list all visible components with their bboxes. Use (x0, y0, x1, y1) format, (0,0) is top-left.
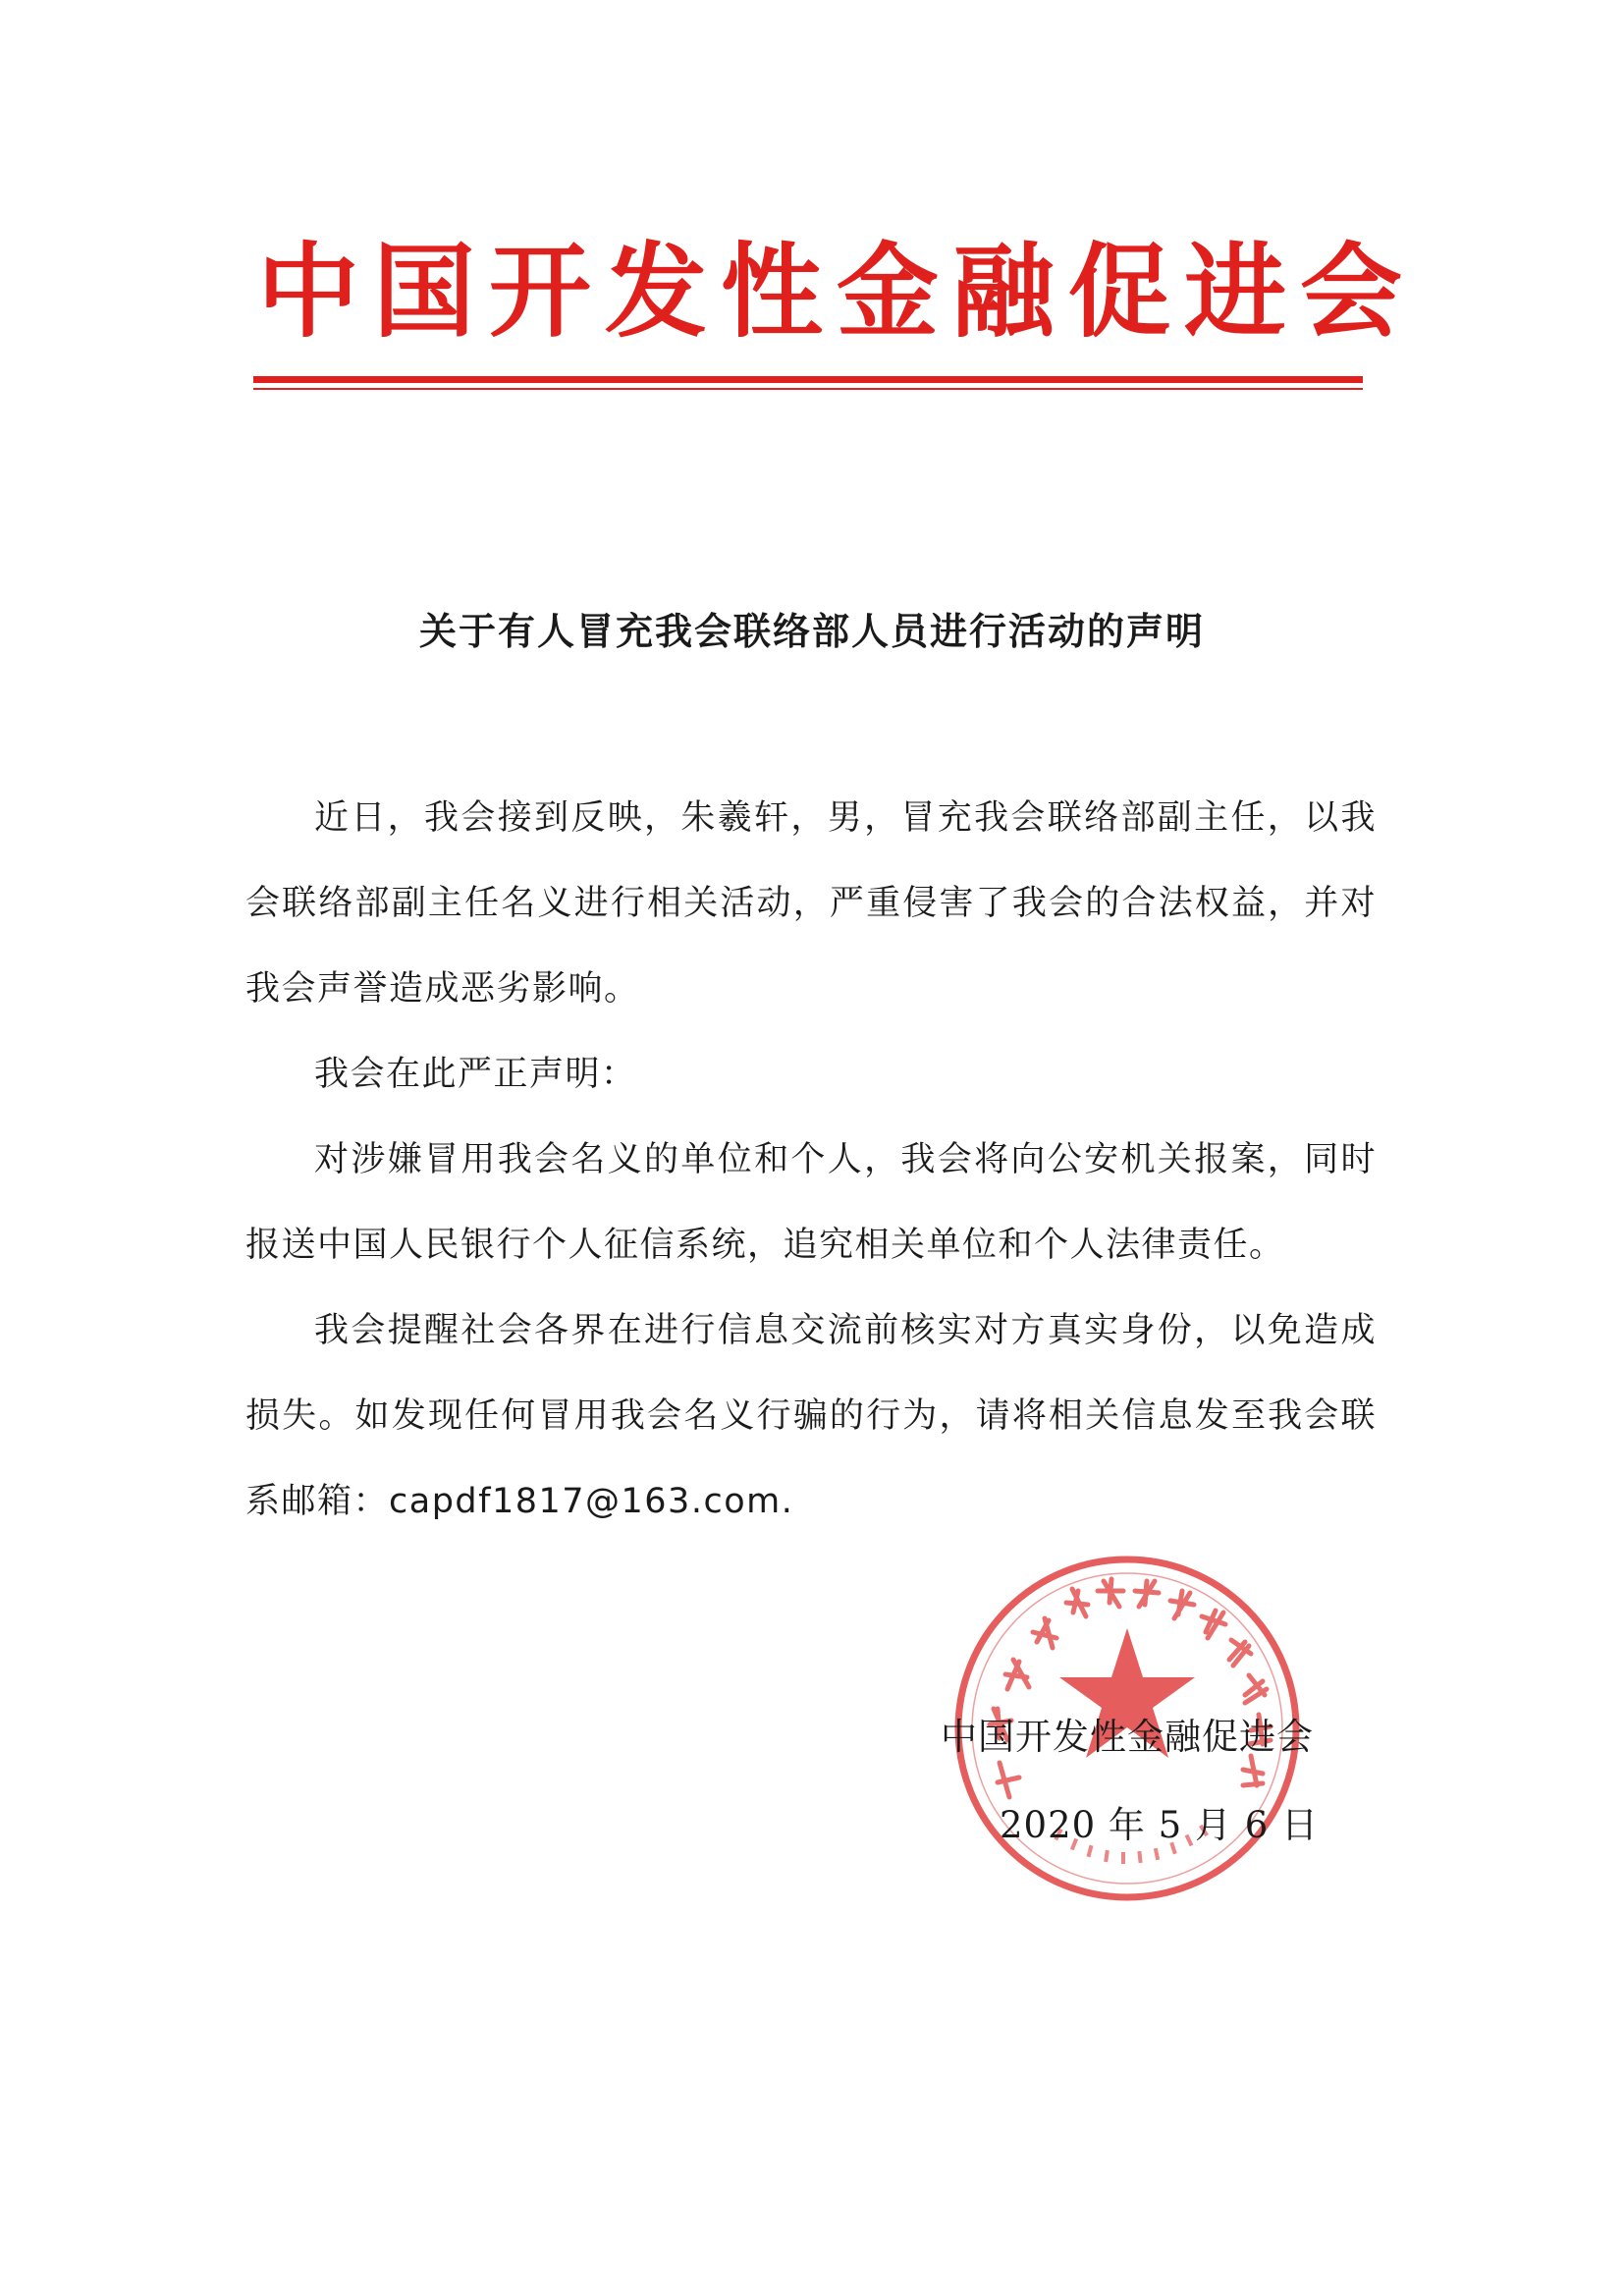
letterhead-rule-thick (253, 376, 1363, 383)
paragraph-3: 对涉嫌冒用我会名义的单位和个人，我会将向公安机关报案，同时报送中国人民银行个人征信系统，追究相关单位和个人法律责任。 (245, 1140, 1377, 1265)
letterhead (257, 228, 1417, 355)
letterhead-org-name: 中国开发性金融促进会 (257, 231, 1417, 352)
document-title: 关于有人冒充我会联络部人员进行活动的声明 (418, 610, 1205, 653)
document-body (245, 776, 1377, 1545)
signature-organization: 中国开发性金融促进会 (941, 1716, 1314, 1758)
paragraph-1: 近日，我会接到反映，朱羲轩，男，冒充我会联络部副主任，以我会联络部副主任名义进行相关活动，严重侵害了我会的合法权益，并对我会声誉造成恶劣影响。 (245, 798, 1377, 1009)
signature-date: 2020 年 5 月 6 日 (1000, 1804, 1320, 1846)
letterhead-rule-thin (253, 388, 1363, 390)
paragraph-4: 我会提醒社会各界在进行信息交流前核实对方真实身份，以免造成损失。如发现任何冒用我会名义行骗的行为，请将相关信息发至我会联系邮箱：capdf1817@163.com. (245, 1311, 1377, 1521)
paragraph-2: 我会在此严正声明： (314, 1055, 637, 1094)
